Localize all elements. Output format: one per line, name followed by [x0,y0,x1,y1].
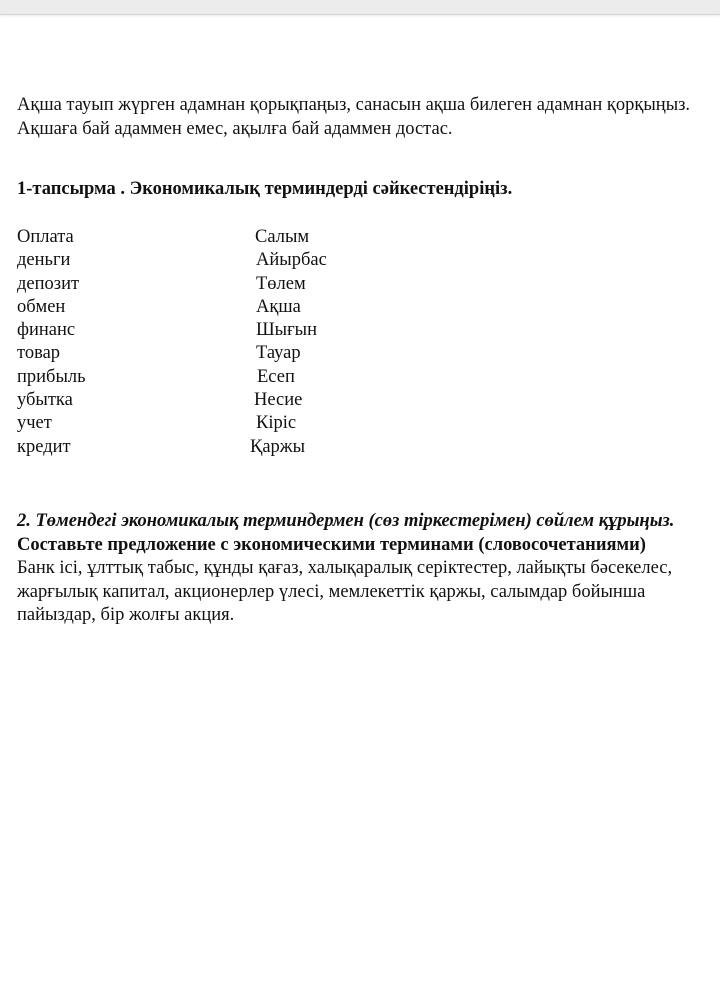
intro-quote-1: Ақша тауып жүрген адамнан қорықпаңыз, санасын ақша билеген адамнан қорқыңыз. [17,95,691,115]
term-ru: финанс [17,320,76,341]
term-pair-row [17,389,417,412]
term-pair-row [17,296,417,319]
term-pair-row [17,226,417,249]
term-ru: Оплата [17,227,74,247]
task1-heading: 1-тапсырма . Экономикалық терминдерді сәйкестендіріңіз. [17,179,513,199]
term-pairs-list [17,226,417,459]
term-pair-row [17,273,417,296]
term-ru: деньги [17,250,71,271]
term-kz: Шығын [256,320,318,341]
term-ru: прибыль [17,366,86,387]
term-pair-row [17,319,417,342]
term-ru: учет [17,413,52,434]
term-pair-row [17,412,417,435]
task2-section [17,510,697,628]
term-kz: Ақша [256,296,301,317]
window-top-bar [0,0,720,15]
task2-heading-ru: Составьте предложение с экономическими терминами (словосочетаниями) [17,534,646,555]
term-kz: Кіріс [256,413,297,434]
term-kz: Несие [254,390,303,411]
term-kz: Айырбас [256,250,327,271]
term-kz: Тауар [256,343,301,364]
term-kz: Салым [255,227,310,247]
term-pair-row [17,436,417,459]
term-ru: убытка [17,390,73,411]
term-ru: обмен [17,296,66,317]
term-ru: товар [17,343,61,364]
term-pair-row [17,342,417,365]
term-ru: кредит [17,436,71,457]
term-kz: Төлем [256,273,306,294]
term-pair-row [17,366,417,389]
term-kz: Қаржы [250,436,306,457]
task2-terms: Банк ісі, ұлттық табыс, құнды қағаз, халықаралық серіктестер, лайықты бәсекелес, жарғылық капитал, акционерлер үлесі, мемлекеттік қаржы, салымдар бойынша пайыздар, бір жолғы акция. [17,558,673,625]
task2-heading: 2. Төмендегі экономикалық терминдермен (сөз тіркестерімен) сөйлем құрыңыз. [17,511,675,531]
document-content [17,94,697,625]
term-ru: депозит [17,273,80,294]
term-pair-row [17,249,417,272]
intro-quote-2: Ақшаға бай адаммен емес, ақылға бай адаммен достас. [17,118,453,139]
term-kz: Есеп [257,366,295,387]
